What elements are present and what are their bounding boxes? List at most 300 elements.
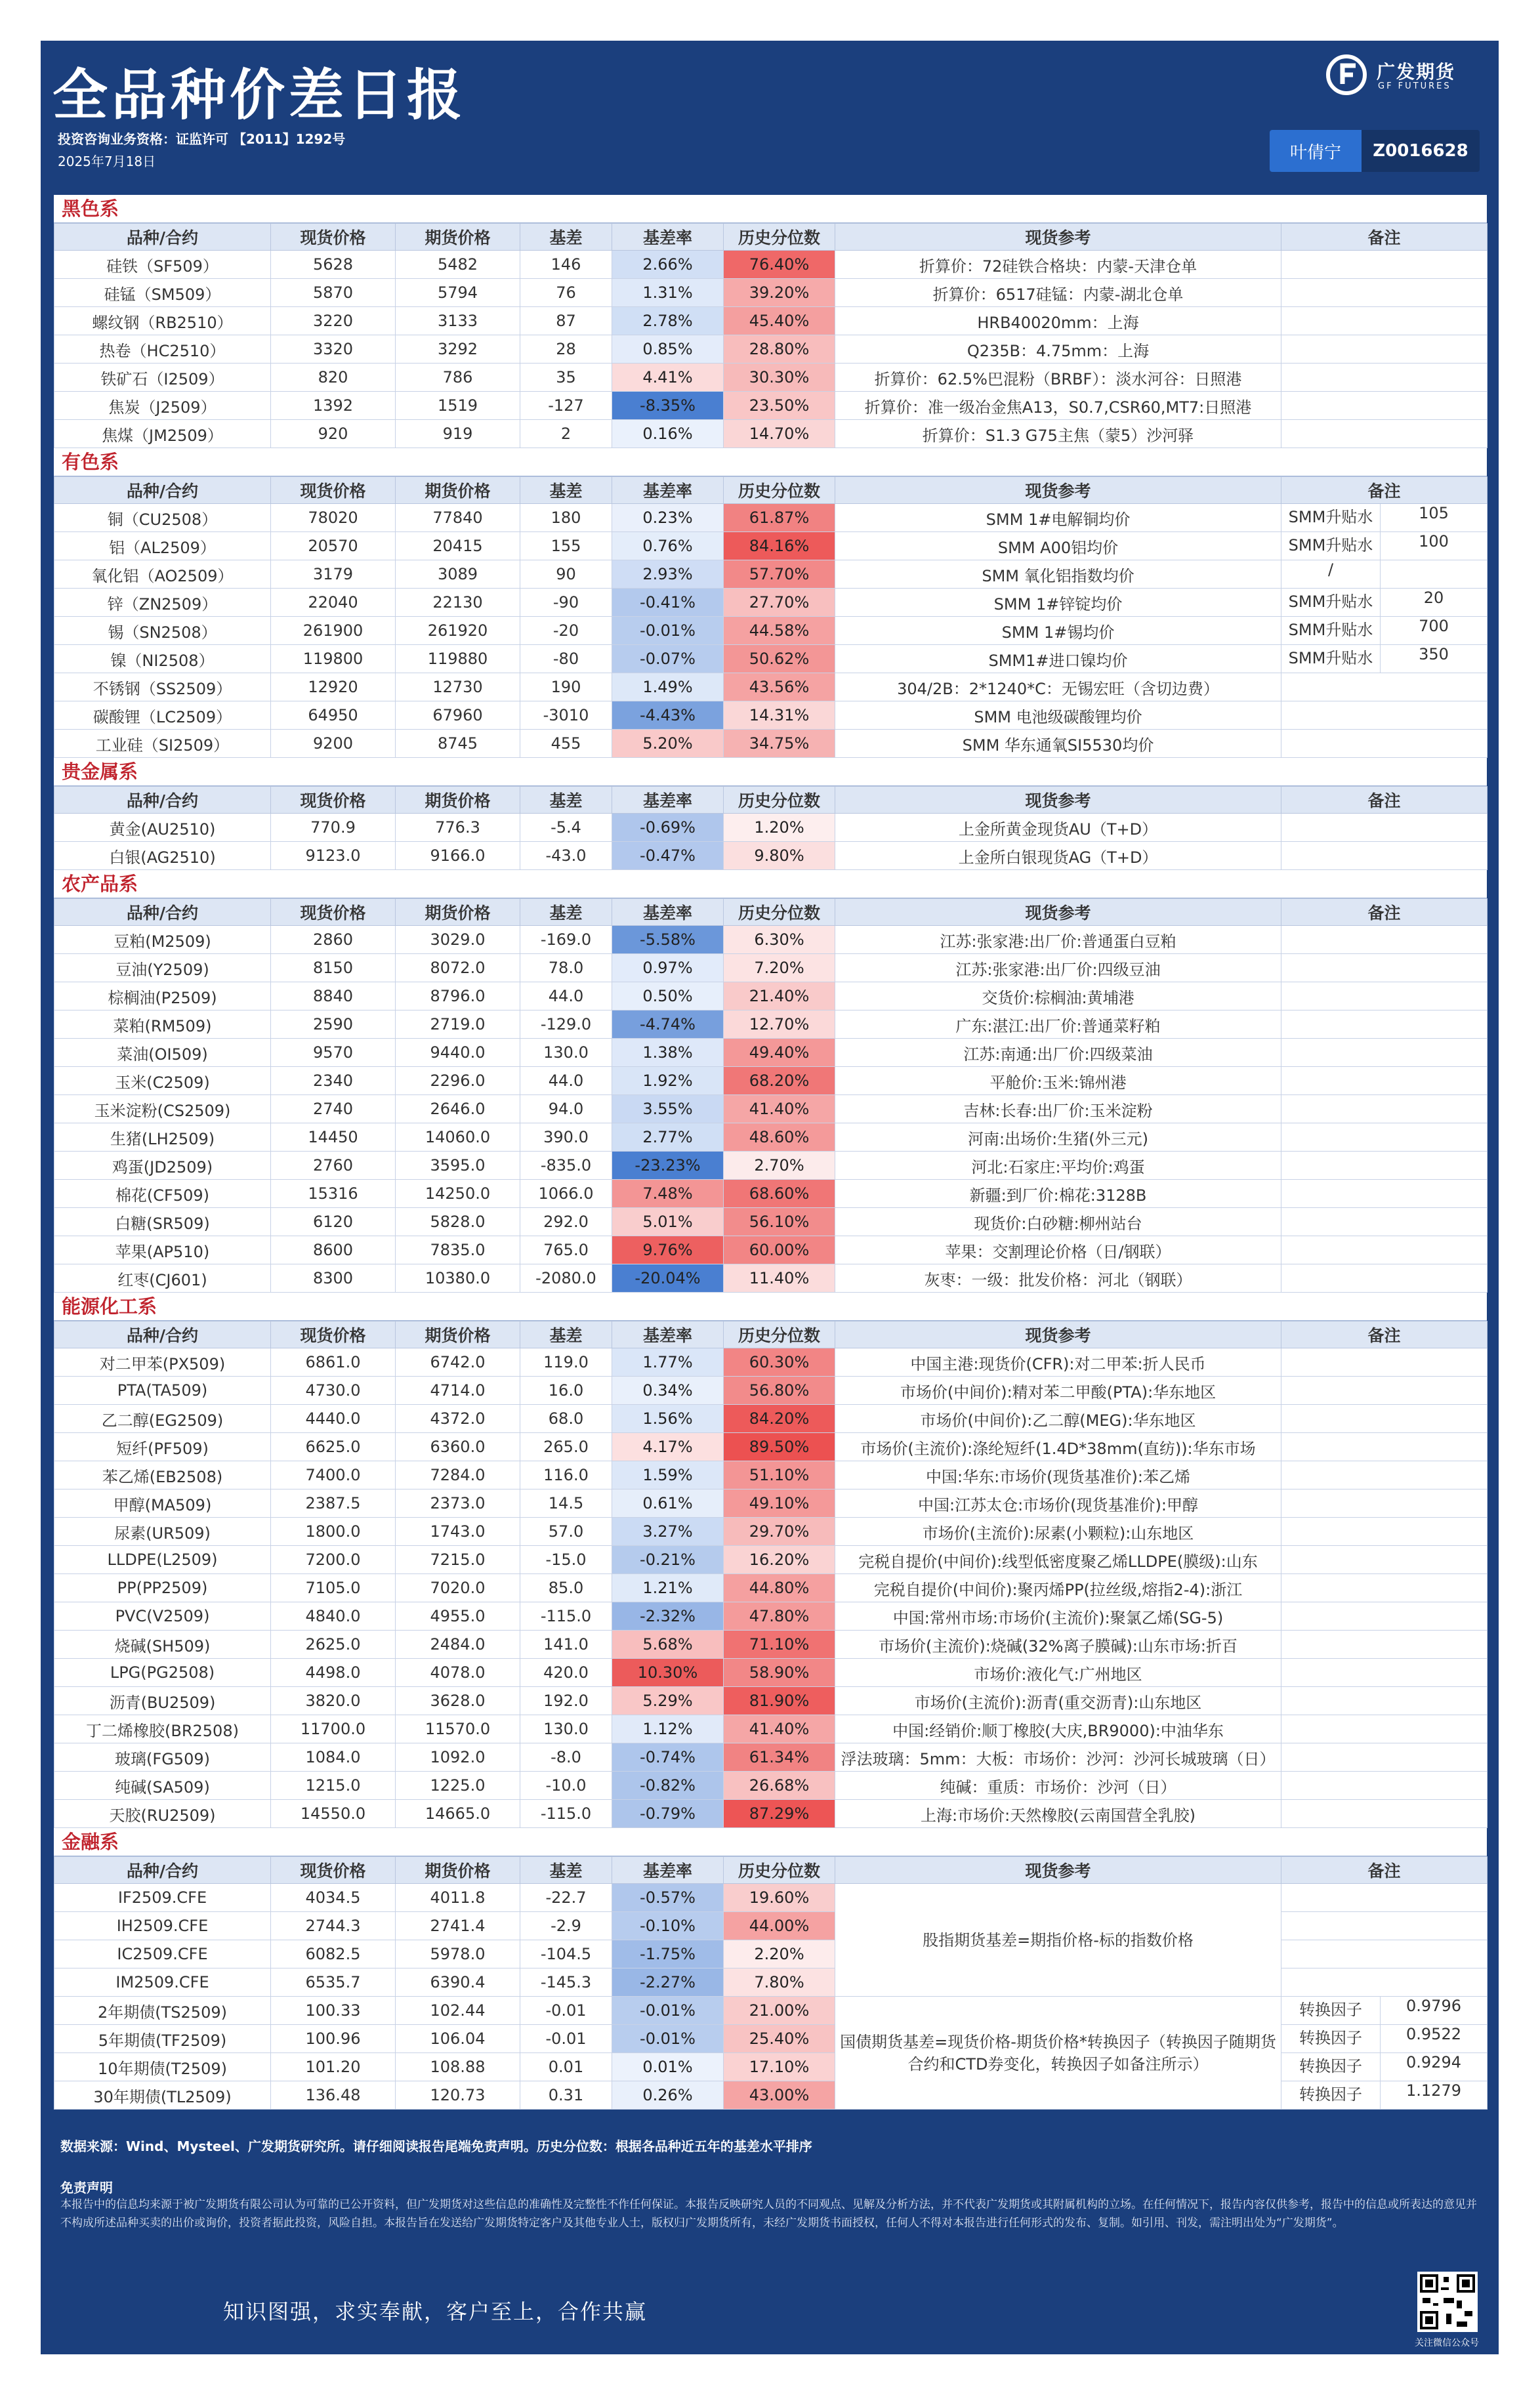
remark: [1281, 1602, 1488, 1631]
table-row: [54, 1264, 1488, 1293]
table-row: [54, 982, 1488, 1010]
spot-reference: 完税自提价(中间价):聚丙烯PP(拉丝级,熔指2-4):浙江: [835, 1574, 1281, 1602]
column-header: 备注: [1281, 1857, 1488, 1884]
spot-reference: 灰枣：一级：批发价格：河北（钢联）: [835, 1264, 1281, 1293]
spot-reference: 折算价：72硅铁合格块：内蒙-天津仓单: [835, 251, 1281, 279]
table-row: [54, 1800, 1488, 1828]
basis-rate: -0.21%: [612, 1546, 724, 1574]
section-title: 金融系: [54, 1828, 1487, 1856]
table-row: [54, 1348, 1488, 1377]
spot-reference: 江苏:张家港:出厂价:普通蛋白豆粕: [835, 926, 1281, 954]
remark: [1281, 645, 1488, 673]
remark: [1281, 2081, 1488, 2110]
basis-rate: -0.01%: [612, 617, 724, 645]
basis-rate: 1.49%: [612, 673, 724, 701]
percentile: 89.50%: [724, 1433, 835, 1461]
table-row: [54, 1574, 1488, 1602]
table-row: [54, 954, 1488, 982]
data-tables: [54, 195, 1487, 2110]
futures-price: 2484.0: [396, 1631, 520, 1659]
basis-value: 14.5: [520, 1489, 612, 1518]
futures-price: 4011.8: [396, 1884, 520, 1912]
basis-value: -0.01: [520, 2025, 612, 2053]
basis-value: 1066.0: [520, 1180, 612, 1208]
percentile: 56.80%: [724, 1377, 835, 1405]
spot-reference: 市场价(中间价):精对苯二甲酸(PTA):华东地区: [835, 1377, 1281, 1405]
column-header: 现货参考: [835, 1322, 1281, 1348]
basis-value: 116.0: [520, 1461, 612, 1489]
spot-reference: 河北:石家庄:平均价:鸡蛋: [835, 1152, 1281, 1180]
contract-name: 2年期债(TS2509): [54, 1997, 271, 2025]
basis-rate: 1.21%: [612, 1574, 724, 1602]
contract-name: 玻璃(FG509): [54, 1743, 271, 1772]
basis-rate: -0.82%: [612, 1772, 724, 1800]
spot-price: 9123.0: [271, 842, 396, 870]
header-row: [54, 224, 1488, 251]
basis-value: 265.0: [520, 1433, 612, 1461]
contract-name: 30年期债(TL2509): [54, 2081, 271, 2110]
column-header: 历史分位数: [724, 899, 835, 926]
percentile: 21.00%: [724, 1997, 835, 2025]
percentile: 28.80%: [724, 335, 835, 364]
spot-reference: 吉林:长春:出厂价:玉米淀粉: [835, 1095, 1281, 1123]
contract-name: 焦炭（J2509）: [54, 392, 271, 420]
remark: [1281, 1067, 1488, 1095]
percentile: 11.40%: [724, 1264, 835, 1293]
spot-reference: 广东:湛江:出厂价:普通菜籽粕: [835, 1010, 1281, 1039]
column-header: 品种/合约: [54, 224, 271, 251]
basis-rate: 10.30%: [612, 1659, 724, 1687]
remark: [1281, 1940, 1488, 1968]
spot-price: 20570: [271, 532, 396, 560]
percentile: 34.75%: [724, 730, 835, 758]
basis-value: -115.0: [520, 1800, 612, 1828]
table-row: [54, 1687, 1488, 1715]
column-header: 现货价格: [271, 1857, 396, 1884]
basis-rate: -23.23%: [612, 1152, 724, 1180]
percentile: 45.40%: [724, 307, 835, 335]
remark-label: SMM升贴水: [1281, 589, 1381, 616]
contract-name: IC2509.CFE: [54, 1940, 271, 1968]
remark: [1281, 504, 1488, 532]
table-row: [54, 504, 1488, 532]
table-row: [54, 673, 1488, 701]
spot-price: 5870: [271, 279, 396, 307]
remark: [1281, 279, 1488, 307]
section-title: 有色系: [54, 448, 1487, 476]
basis-rate: -0.79%: [612, 1800, 724, 1828]
basis-value: 90: [520, 560, 612, 589]
percentile: 44.00%: [724, 1912, 835, 1940]
contract-name: 乙二醇(EG2509): [54, 1405, 271, 1433]
remark: [1281, 392, 1488, 420]
header-row: [54, 899, 1488, 926]
section-table: [54, 476, 1488, 758]
futures-price: 102.44: [396, 1997, 520, 2025]
qr-code: [1417, 2272, 1478, 2332]
spot-reference: 折算价：S1.3 G75主焦（蒙5）沙河驿: [835, 420, 1281, 448]
table-row: [54, 814, 1488, 842]
futures-price: 10380.0: [396, 1264, 520, 1293]
remark: [1281, 1659, 1488, 1687]
spot-price: 9570: [271, 1039, 396, 1067]
column-header: 现货价格: [271, 899, 396, 926]
percentile: 6.30%: [724, 926, 835, 954]
percentile: 44.80%: [724, 1574, 835, 1602]
futures-price: 5828.0: [396, 1208, 520, 1236]
spot-price: 2744.3: [271, 1912, 396, 1940]
disclaimer-text: 本报告中的信息均来源于被广发期货有限公司认为可靠的已公开资料，但广发期货对这些信息的准确性及完整性不作任何保证。本报告反映研究人员的不同观点、见解及分析方法，并不代表广发期货或其附属机构的立场。在任何情况下，报告内容仅供参考，报告中的信息或所表达的意见并不构成所述品种买卖的出价或询价，投资者据此投资，风险自担。本报告旨在发送给广发期货特定客户及其他专业人士，版权归广发期货所有，未经广发期货书面授权，任何人不得对本报告进行任何形式的发布、复制。如引用、刊发，需注明出处为“广发期货”。: [60, 2198, 1477, 2230]
percentile: 41.40%: [724, 1715, 835, 1743]
spot-reference: 纯碱：重质：市场价：沙河（日）: [835, 1772, 1281, 1800]
remark: [1281, 1405, 1488, 1433]
column-header: 基差: [520, 787, 612, 814]
spot-reference: 江苏:南通:出厂价:四级菜油: [835, 1039, 1281, 1067]
contract-name: PTA(TA509): [54, 1377, 271, 1405]
table-row: [54, 251, 1488, 279]
column-header: 品种/合约: [54, 1857, 271, 1884]
gf-logo-icon: [1325, 54, 1371, 96]
company-logo: [1325, 54, 1489, 100]
spot-price: 1215.0: [271, 1772, 396, 1800]
basis-value: -8.0: [520, 1743, 612, 1772]
spot-reference: 中国:江苏太仓:市场价(现货基准价):甲醇: [835, 1489, 1281, 1518]
percentile: 50.62%: [724, 645, 835, 673]
column-header: 基差率: [612, 1857, 724, 1884]
spot-price: 119800: [271, 645, 396, 673]
spot-reference: 河南:出场价:生猪(外三元): [835, 1123, 1281, 1152]
column-header: 基差: [520, 224, 612, 251]
basis-value: 85.0: [520, 1574, 612, 1602]
spot-price: 5628: [271, 251, 396, 279]
percentile: 68.60%: [724, 1180, 835, 1208]
basis-value: -22.7: [520, 1884, 612, 1912]
remark-label: /: [1281, 560, 1381, 588]
basis-value: 390.0: [520, 1123, 612, 1152]
spot-price: 64950: [271, 701, 396, 730]
futures-price: 4372.0: [396, 1405, 520, 1433]
table-row: [54, 1659, 1488, 1687]
futures-price: 7215.0: [396, 1546, 520, 1574]
spot-reference: 304/2B：2*1240*C：无锡宏旺（含切边费）: [835, 673, 1281, 701]
table-row: [54, 730, 1488, 758]
basis-value: -129.0: [520, 1010, 612, 1039]
basis-value: -15.0: [520, 1546, 612, 1574]
basis-rate: 0.85%: [612, 335, 724, 364]
basis-rate: -0.74%: [612, 1743, 724, 1772]
basis-rate: -0.41%: [612, 589, 724, 617]
remark-label: 转换因子: [1281, 2025, 1381, 2052]
spot-reference: 折算价：6517硅锰：内蒙-湖北仓单: [835, 279, 1281, 307]
column-header: 现货价格: [271, 224, 396, 251]
contract-name: 焦煤（JM2509）: [54, 420, 271, 448]
percentile: 44.58%: [724, 617, 835, 645]
contract-name: 菜油(OI509): [54, 1039, 271, 1067]
basis-rate: 0.23%: [612, 504, 724, 532]
remark: [1281, 1152, 1488, 1180]
basis-rate: 3.27%: [612, 1518, 724, 1546]
futures-price: 7284.0: [396, 1461, 520, 1489]
futures-price: 6360.0: [396, 1433, 520, 1461]
percentile: 81.90%: [724, 1687, 835, 1715]
percentile: 51.10%: [724, 1461, 835, 1489]
spot-reference: SMM 华东通氧SI5530均价: [835, 730, 1281, 758]
spot-reference: 苹果：交割理论价格（日/钢联）: [835, 1236, 1281, 1264]
basis-value: 180: [520, 504, 612, 532]
table-row: [54, 1095, 1488, 1123]
spot-reference: SMM 1#电解铜均价: [835, 504, 1281, 532]
basis-rate: 0.61%: [612, 1489, 724, 1518]
contract-name: 甲醇(MA509): [54, 1489, 271, 1518]
spot-reference: SMM 电池级碳酸锂均价: [835, 701, 1281, 730]
column-header: 期货价格: [396, 899, 520, 926]
table-row: [54, 1715, 1488, 1743]
contract-name: 豆油(Y2509): [54, 954, 271, 982]
table-row: [54, 1997, 1488, 2025]
percentile: 60.30%: [724, 1348, 835, 1377]
percentile: 71.10%: [724, 1631, 835, 1659]
remark: [1281, 954, 1488, 982]
column-header: 期货价格: [396, 1322, 520, 1348]
spot-price: 3220: [271, 307, 396, 335]
futures-price: 3595.0: [396, 1152, 520, 1180]
column-header: 品种/合约: [54, 899, 271, 926]
basis-rate: -2.27%: [612, 1968, 724, 1997]
remark: [1281, 1208, 1488, 1236]
basis-rate: -0.47%: [612, 842, 724, 870]
remark: [1281, 1912, 1488, 1940]
spot-price: 8840: [271, 982, 396, 1010]
basis-value: 455: [520, 730, 612, 758]
spot-price: 100.96: [271, 2025, 396, 2053]
table-row: [54, 420, 1488, 448]
futures-price: 14250.0: [396, 1180, 520, 1208]
table-row: [54, 1067, 1488, 1095]
basis-value: 765.0: [520, 1236, 612, 1264]
section-table: [54, 1856, 1488, 2110]
spot-price: 3320: [271, 335, 396, 364]
futures-price: 4078.0: [396, 1659, 520, 1687]
spot-reference: 市场价(中间价):乙二醇(MEG):华东地区: [835, 1405, 1281, 1433]
table-row: [54, 1743, 1488, 1772]
spot-price: 920: [271, 420, 396, 448]
column-header: 备注: [1281, 899, 1488, 926]
futures-price: 8796.0: [396, 982, 520, 1010]
spot-reference: 上海:市场价:天然橡胶(云南国营全乳胶): [835, 1800, 1281, 1828]
futures-price: 108.88: [396, 2053, 520, 2081]
spot-reference: 折算价：62.5%巴混粉（BRBF）：淡水河谷：日照港: [835, 364, 1281, 392]
percentile: 7.20%: [724, 954, 835, 982]
basis-value: -115.0: [520, 1602, 612, 1631]
remark: [1281, 842, 1488, 870]
remark: [1281, 420, 1488, 448]
futures-price: 4955.0: [396, 1602, 520, 1631]
basis-value: 94.0: [520, 1095, 612, 1123]
percentile: 87.29%: [724, 1800, 835, 1828]
disclaimer-title: 免责声明: [60, 2180, 113, 2196]
basis-value: 420.0: [520, 1659, 612, 1687]
remark: [1281, 589, 1488, 617]
remark-label: SMM升贴水: [1281, 504, 1381, 531]
percentile: 57.70%: [724, 560, 835, 589]
column-header: 基差: [520, 1322, 612, 1348]
contract-name: 螺纹钢（RB2510）: [54, 307, 271, 335]
basis-value: 0.01: [520, 2053, 612, 2081]
percentile: 25.40%: [724, 2025, 835, 2053]
futures-price: 5794: [396, 279, 520, 307]
basis-value: 141.0: [520, 1631, 612, 1659]
spot-price: 14450: [271, 1123, 396, 1152]
remark-label: 转换因子: [1281, 2081, 1381, 2109]
contract-name: 棉花(CF509): [54, 1180, 271, 1208]
futures-price: 1743.0: [396, 1518, 520, 1546]
basis-value: 57.0: [520, 1518, 612, 1546]
basis-rate: 1.31%: [612, 279, 724, 307]
column-header: 备注: [1281, 1322, 1488, 1348]
spot-price: 2760: [271, 1152, 396, 1180]
contract-name: 沥青(BU2509): [54, 1687, 271, 1715]
author-badge: [1270, 130, 1480, 172]
basis-rate: -4.43%: [612, 701, 724, 730]
basis-value: -104.5: [520, 1940, 612, 1968]
basis-value: 16.0: [520, 1377, 612, 1405]
table-row: [54, 1039, 1488, 1067]
spot-reference: 折算价：准一级冶金焦A13，S0.7,CSR60,MT7:日照港: [835, 392, 1281, 420]
basis-value: 292.0: [520, 1208, 612, 1236]
table-row: [54, 1236, 1488, 1264]
remark: [1281, 1348, 1488, 1377]
basis-value: -90: [520, 589, 612, 617]
remark-value: 0.9294: [1406, 2053, 1461, 2072]
spot-price: 4840.0: [271, 1602, 396, 1631]
basis-value: 190: [520, 673, 612, 701]
remark: [1281, 701, 1488, 730]
futures-price: 67960: [396, 701, 520, 730]
remark: [1281, 532, 1488, 560]
spot-reference: 浮法玻璃：5mm：大板：市场价：沙河：沙河长城玻璃（日）: [835, 1743, 1281, 1772]
remark-value: [1381, 560, 1487, 588]
table-row: [54, 1631, 1488, 1659]
basis-rate: 2.93%: [612, 560, 724, 589]
spot-reference: SMM 1#锡均价: [835, 617, 1281, 645]
futures-price: 20415: [396, 532, 520, 560]
remark: [1281, 1264, 1488, 1293]
table-row: [54, 1152, 1488, 1180]
basis-rate: 5.01%: [612, 1208, 724, 1236]
author-id: Z0016628: [1362, 130, 1480, 172]
spot-reference: Q235B：4.75mm：上海: [835, 335, 1281, 364]
spot-price: 15316: [271, 1180, 396, 1208]
basis-value: 76: [520, 279, 612, 307]
column-header: 期货价格: [396, 787, 520, 814]
percentile: 27.70%: [724, 589, 835, 617]
contract-name: 鸡蛋(JD2509): [54, 1152, 271, 1180]
contract-name: PP(PP2509): [54, 1574, 271, 1602]
contract-name: 烧碱(SH509): [54, 1631, 271, 1659]
remark-value: 350: [1419, 645, 1449, 663]
contract-name: 尿素(UR509): [54, 1518, 271, 1546]
spot-price: 6535.7: [271, 1968, 396, 1997]
spot-reference: 上金所白银现货AG（T+D）: [835, 842, 1281, 870]
table-row: [54, 701, 1488, 730]
section-title: 能源化工系: [54, 1293, 1487, 1321]
spot-reference: HRB40020mm：上海: [835, 307, 1281, 335]
remark-label: 转换因子: [1281, 2053, 1381, 2081]
column-header: 历史分位数: [724, 1857, 835, 1884]
futures-price: 3292: [396, 335, 520, 364]
column-header: 现货价格: [271, 477, 396, 504]
header-row: [54, 787, 1488, 814]
section-table: [54, 786, 1488, 870]
remark: [1281, 1884, 1488, 1912]
table-row: [54, 617, 1488, 645]
percentile: 21.40%: [724, 982, 835, 1010]
spot-price: 2387.5: [271, 1489, 396, 1518]
contract-name: 硅铁（SF509）: [54, 251, 271, 279]
table-row: [54, 926, 1488, 954]
futures-price: 2646.0: [396, 1095, 520, 1123]
futures-price: 786: [396, 364, 520, 392]
remark: [1281, 617, 1488, 645]
basis-value: -127: [520, 392, 612, 420]
column-header: 现货参考: [835, 477, 1281, 504]
column-header: 期货价格: [396, 1857, 520, 1884]
column-header: 品种/合约: [54, 787, 271, 814]
section-table: [54, 898, 1488, 1293]
contract-name: 热卷（HC2510）: [54, 335, 271, 364]
spot-price: 7200.0: [271, 1546, 396, 1574]
futures-price: 2719.0: [396, 1010, 520, 1039]
percentile: 23.50%: [724, 392, 835, 420]
spot-reference: 中国:华东:市场价(现货基准价):苯乙烯: [835, 1461, 1281, 1489]
futures-price: 2741.4: [396, 1912, 520, 1940]
percentile: 56.10%: [724, 1208, 835, 1236]
header-row: [54, 477, 1488, 504]
basis-value: 130.0: [520, 1039, 612, 1067]
basis-value: 192.0: [520, 1687, 612, 1715]
spot-price: 2740: [271, 1095, 396, 1123]
remark: [1281, 1461, 1488, 1489]
remark: [1281, 1377, 1488, 1405]
percentile: 61.87%: [724, 504, 835, 532]
basis-rate: -0.10%: [612, 1912, 724, 1940]
column-header: 基差: [520, 477, 612, 504]
basis-rate: 1.38%: [612, 1039, 724, 1067]
futures-price: 5482: [396, 251, 520, 279]
table-row: [54, 532, 1488, 560]
contract-name: IF2509.CFE: [54, 1884, 271, 1912]
basis-rate: -0.01%: [612, 2025, 724, 2053]
futures-price: 106.04: [396, 2025, 520, 2053]
contract-name: 红枣(CJ601): [54, 1264, 271, 1293]
remark: [1281, 982, 1488, 1010]
percentile: 84.16%: [724, 532, 835, 560]
percentile: 84.20%: [724, 1405, 835, 1433]
remark: [1281, 673, 1488, 701]
remark: [1281, 730, 1488, 758]
spot-price: 78020: [271, 504, 396, 532]
basis-rate: -1.75%: [612, 1940, 724, 1968]
spot-reference: 中国主港:现货价(CFR):对二甲苯:折人民币: [835, 1348, 1281, 1377]
remark: [1281, 1631, 1488, 1659]
contract-name: 白银(AG2510): [54, 842, 271, 870]
basis-rate: 9.76%: [612, 1236, 724, 1264]
section-table: [54, 223, 1488, 448]
license-text: 投资咨询业务资格：证监许可 【2011】1292号: [58, 131, 346, 147]
contract-name: 丁二烯橡胶(BR2508): [54, 1715, 271, 1743]
contract-name: 苹果(AP510): [54, 1236, 271, 1264]
percentile: 16.20%: [724, 1546, 835, 1574]
